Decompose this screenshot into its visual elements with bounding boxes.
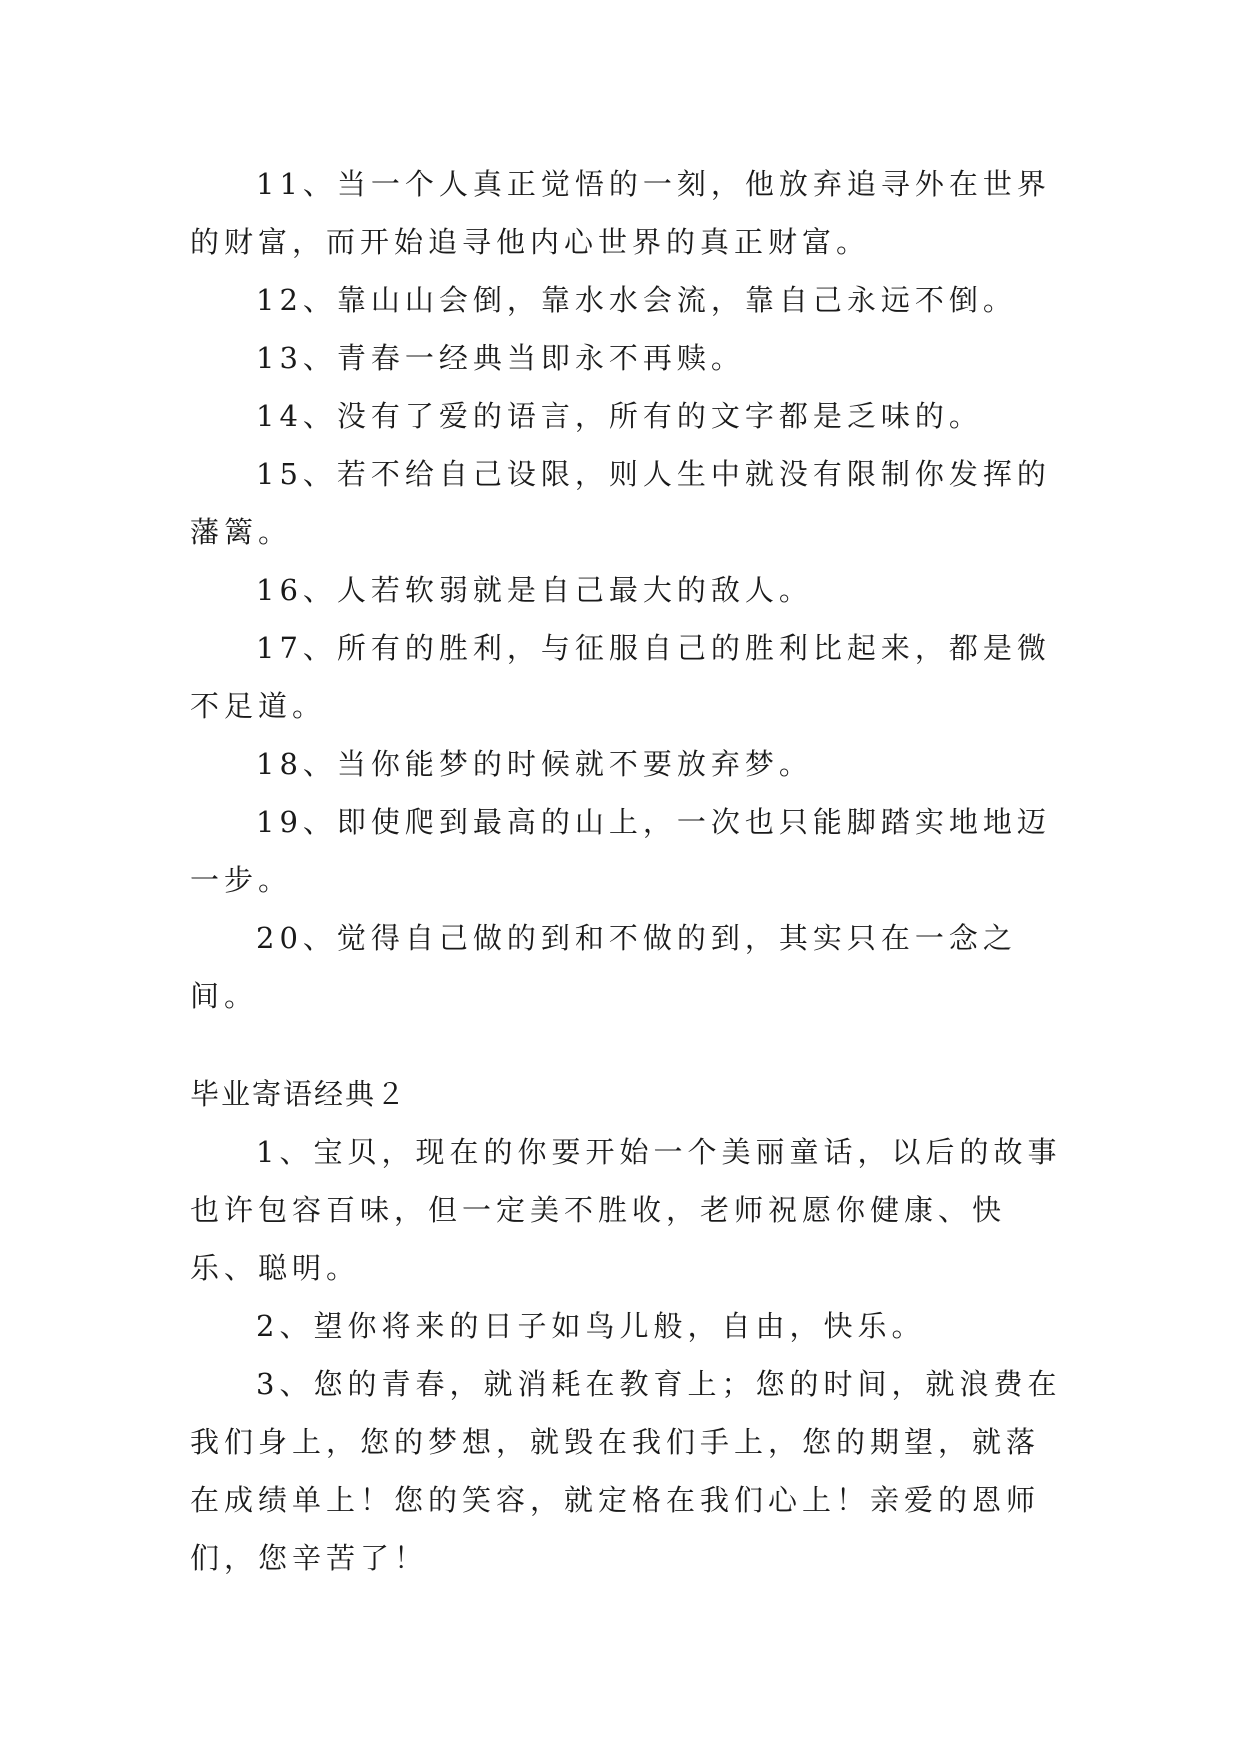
quote-item-15: 15、若不给自己设限，则人生中就没有限制你发挥的藩篱。 [190,457,1051,549]
quote-item-13: 13、青春一经典当即永不再赎。 [256,341,745,375]
document-body [190,155,1070,1587]
message-item-1: 1、宝贝，现在的你要开始一个美丽童话，以后的故事也许包容百味，但一定美不胜收，老师祝愿你健康、快乐、聪明。 [190,1135,1062,1285]
quote-item-20: 20、觉得自己做的到和不做的到，其实只在一念之间。 [190,921,1017,1013]
quote-item-19: 19、即使爬到最高的山上，一次也只能脚踏实地地迈一步。 [190,805,1051,897]
quote-item-12: 12、靠山山会倒，靠水水会流，靠自己永远不倒。 [256,283,1017,317]
quote-item-18: 18、当你能梦的时候就不要放弃梦。 [256,747,813,781]
quote-item-16: 16、人若软弱就是自己最大的敌人。 [256,573,813,607]
section-heading: 毕业寄语经典２ [190,1077,408,1111]
message-item-3: 3、您的青春，就消耗在教育上；您的时间，就浪费在我们身上，您的梦想，就毁在我们手上，您的期望，就落在成绩单上！您的笑容，就定格在我们心上！亲爱的恩师们，您辛苦了！ [190,1367,1062,1575]
message-item-2: 2、望你将来的日子如鸟儿般，自由，快乐。 [256,1309,926,1343]
quote-item-14: 14、没有了爱的语言，所有的文字都是乏味的。 [256,399,983,433]
quote-item-11: 11、当一个人真正觉悟的一刻，他放弃追寻外在世界的财富，而开始追寻他内心世界的真正财富。 [190,167,1051,259]
quote-item-17: 17、所有的胜利，与征服自己的胜利比起来，都是微不足道。 [190,631,1051,723]
